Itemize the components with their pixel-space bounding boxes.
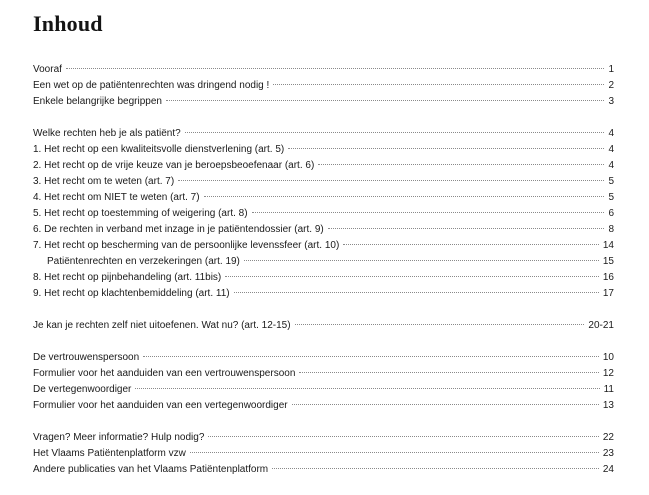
toc-entry-label: Welke rechten heb je als patiënt? [33,128,181,139]
dot-leader [328,228,605,229]
toc-page-number: 17 [602,288,614,299]
toc-page-number: 5 [608,176,614,187]
toc-page-number: 1 [608,64,614,75]
dot-leader [143,356,599,357]
toc-entry-label: Je kan je rechten zelf niet uitoefenen. Wat nu? (art. 12-15) [33,320,291,331]
toc-entry[interactable] [33,462,614,478]
toc-entry-label: 3. Het recht om te weten (art. 7) [33,176,175,187]
toc-page-number: 22 [602,432,614,443]
toc-entry-label: Enkele belangrijke begrippen [33,96,162,107]
dot-leader [135,388,599,389]
dot-leader [272,468,599,469]
toc-entry[interactable] [33,190,614,206]
toc-entry[interactable] [33,350,614,366]
toc-page-number: 13 [602,400,614,411]
toc-entry[interactable] [33,286,614,302]
toc-page-number: 6 [608,208,614,219]
dot-leader [185,132,605,133]
toc-page-number: 23 [602,448,614,459]
toc-entry-label: Een wet op de patiëntenrechten was dringend nodig ! [33,80,270,91]
toc-entry-label: Andere publicaties van het Vlaams Patiëntenplatform [33,464,269,475]
dot-leader [295,324,585,325]
toc-entry-label: 5. Het recht op toestemming of weigering (art. 8) [33,208,248,219]
toc-entry-label: 9. Het recht op klachtenbemiddeling (art. 11) [33,288,230,299]
dot-leader [318,164,604,165]
toc-entry[interactable] [33,254,614,270]
toc-page-number: 5 [608,192,614,203]
toc-page-number: 8 [608,224,614,235]
dot-leader [292,404,599,405]
page-title: Inhoud [33,11,103,36]
toc-entry[interactable] [33,174,614,190]
toc-entry[interactable] [33,270,614,286]
dot-leader [234,292,599,293]
toc-entry-label: 7. Het recht op bescherming van de persoonlijke levenssfeer (art. 10) [33,240,340,251]
dot-leader [208,436,598,437]
toc-page-number: 4 [608,128,614,139]
toc-group-intro [33,62,614,110]
dot-leader [178,180,604,181]
toc-entry-label: Formulier voor het aanduiden van een vertrouwenspersoon [33,368,296,379]
toc-entry[interactable] [33,222,614,238]
toc-group-help [33,430,614,478]
toc-page-number: 3 [608,96,614,107]
toc-page-number: 15 [602,256,614,267]
toc-entry[interactable] [33,398,614,414]
toc-group-exercise-rights [33,318,614,334]
toc-entry[interactable] [33,238,614,254]
dot-leader [190,452,599,453]
toc-group-representatives [33,350,614,414]
dot-leader [288,148,604,149]
toc-entry[interactable] [33,94,614,110]
toc-entry[interactable] [33,318,614,334]
dot-leader [273,84,604,85]
toc-page-number: 4 [608,144,614,155]
dot-leader [166,100,604,101]
toc-entry[interactable] [33,126,614,142]
toc-entry-label: 1. Het recht op een kwaliteitsvolle dienstverlening (art. 5) [33,144,285,155]
dot-leader [244,260,599,261]
toc-page-number: 20-21 [588,320,614,331]
toc-entry-label: Vragen? Meer informatie? Hulp nodig? [33,432,205,443]
toc-entry[interactable] [33,62,614,78]
toc-entry[interactable] [33,366,614,382]
toc-page-number: 16 [602,272,614,283]
toc-entry-label: 2. Het recht op de vrije keuze van je beroepsbeoefenaar (art. 6) [33,160,315,171]
toc-entry[interactable] [33,78,614,94]
toc-entry-label: Formulier voor het aanduiden van een vertegenwoordiger [33,400,288,411]
toc-entry[interactable] [33,382,614,398]
dot-leader [204,196,605,197]
toc-entry[interactable] [33,142,614,158]
toc-entry-label: 8. Het recht op pijnbehandeling (art. 11bis) [33,272,222,283]
toc-page-number: 11 [603,384,614,395]
toc-entry[interactable] [33,430,614,446]
toc-entry-label: De vertegenwoordiger [33,384,132,395]
toc-entry[interactable] [33,446,614,462]
toc-entry[interactable] [33,158,614,174]
toc-entry-label: 4. Het recht om NIET te weten (art. 7) [33,192,200,203]
toc-page-number: 2 [608,80,614,91]
dot-leader [252,212,605,213]
dot-leader [66,68,605,69]
dot-leader [225,276,599,277]
toc-page-number: 14 [602,240,614,251]
toc-entry-label: 6. De rechten in verband met inzage in je patiëntendossier (art. 9) [33,224,324,235]
toc-entry-label: Patiëntenrechten en verzekeringen (art. 19) [47,256,240,267]
toc-entry-label: Vooraf [33,64,62,75]
toc-page-number: 10 [602,352,614,363]
toc-entry[interactable] [33,206,614,222]
toc-entry-label: De vertrouwenspersoon [33,352,140,363]
toc-group-rights [33,126,614,302]
toc-entry-label: Het Vlaams Patiëntenplatform vzw [33,448,186,459]
dot-leader [299,372,598,373]
toc-page-number: 12 [602,368,614,379]
toc-page-number: 24 [602,464,614,475]
toc-page-number: 4 [608,160,614,171]
dot-leader [343,244,599,245]
table-of-contents [33,62,614,478]
